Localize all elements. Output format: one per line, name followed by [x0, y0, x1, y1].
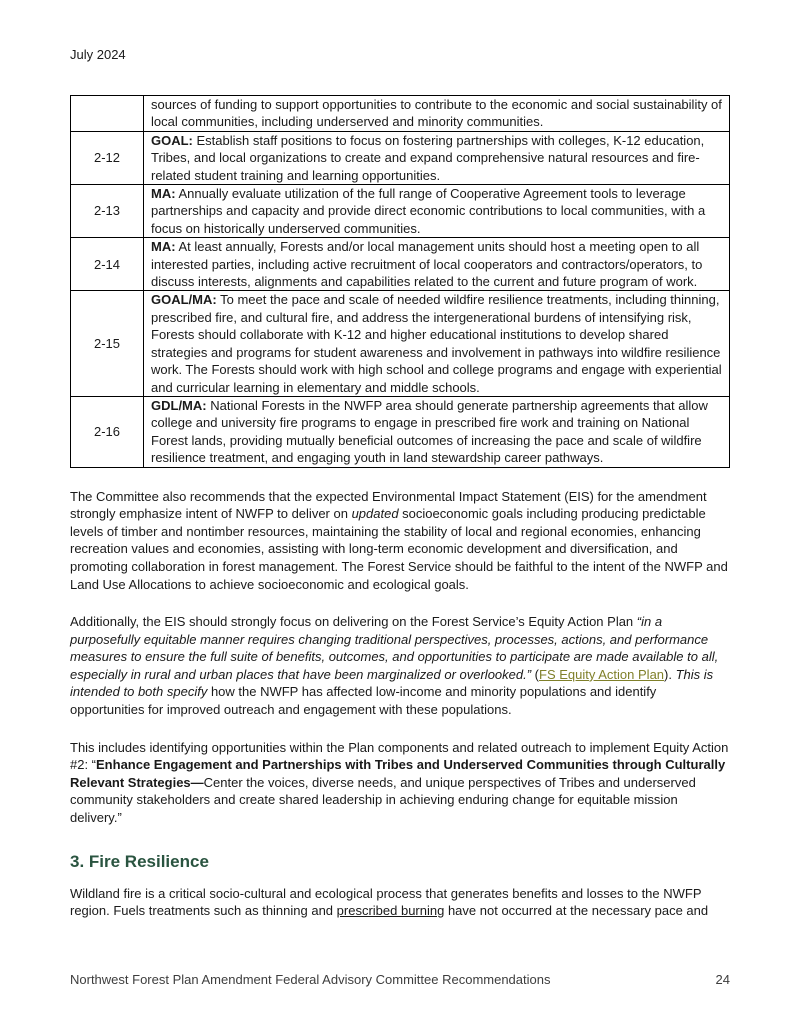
table-row	[71, 291, 730, 396]
paragraph-wildland-fire	[70, 885, 730, 920]
row-id-cell	[71, 96, 144, 132]
row-content-cell	[144, 238, 730, 291]
paragraph-eis-recommendation	[70, 488, 730, 594]
text-segment: (	[531, 666, 540, 682]
text-segment: Enhance Engagement and Partnerships with Tribes and Underserved Communities through Culturally Relevant Strategies—	[70, 757, 726, 790]
row-content-cell	[144, 96, 730, 132]
text-segment: At least annually, Forests and/or local management units should host a meeting open to all interested parties, including active recruitment of local cooperators and contractors/operators, to discuss interests, alignments and capabilities related to the current and future program of work.	[151, 239, 703, 290]
text-segment: MA:	[151, 239, 176, 255]
text-segment: have not occurred at the necessary pace and	[444, 903, 709, 919]
text-segment: The Committee also recommends that the expected Environmental Impact Statement (EIS) for the amendment strongly emphasize intent of NWFP to deliver on	[70, 488, 707, 522]
text-segment: This includes identifying opportunities within the Plan components and related outreach to implement Equity Action #2: “	[70, 739, 729, 773]
text-segment: updated	[351, 506, 399, 522]
section-heading-fire-resilience: 3. Fire Resilience	[70, 851, 209, 871]
page-footer	[70, 972, 730, 987]
page-content	[70, 95, 730, 940]
row-id-cell: 2-13	[71, 185, 144, 238]
fs-equity-action-plan-link[interactable]: FS Equity Action Plan	[539, 666, 665, 682]
row-content-cell	[144, 291, 730, 396]
text-segment: Additionally, the EIS should strongly focus on delivering on the Forest Service’s Equity Action Plan	[70, 614, 637, 630]
table-row	[71, 185, 730, 238]
row-content-cell	[144, 185, 730, 238]
recommendations-table	[70, 95, 730, 468]
text-segment: To meet the pace and scale of needed wildfire resilience treatments, including thinning, prescribed fire, and cultural fire, and address the intergenerational burdens of intensifying risk, Forests should collaborate with K-12 and higher educational institutions to develop shared strategies and programs for student awareness and involvement in pathways into wildfire resilience work. The Forests should work with high school and college programs and engage with experiential and curricular learning in elementary and middle schools.	[151, 292, 722, 395]
text-segment: MA:	[151, 186, 176, 202]
footer-page-number: 24	[715, 972, 730, 987]
text-segment: “in a purposefully equitable manner requires changing traditional perspectives, processes, actions, and performance measures to ensure the full suite of benefits, outcomes, and opportunities to participate are made available to all, especially in rural and urban places that have been marginalized or overlooked.”	[70, 614, 719, 682]
text-segment: Center the voices, diverse needs, and unique perspectives of Tribes and underserved community stakeholders and create shared leadership in achieving enduring change for equitable mission delivery.”	[70, 774, 696, 826]
text-segment: ).	[664, 666, 676, 682]
text-segment: GOAL/MA:	[151, 292, 217, 308]
row-content-cell	[144, 131, 730, 184]
table-row	[71, 96, 730, 132]
row-id-cell: 2-15	[71, 291, 144, 396]
text-segment: how the NWFP has affected low-income and minority populations and identify opportunities for improved outreach and engagement with these populations.	[70, 684, 657, 718]
row-id-cell: 2-12	[71, 131, 144, 184]
text-segment: sources of funding to support opportunities to contribute to the economic and social sustainability of local communities, including underserved and minority communities.	[151, 97, 722, 130]
table-row	[71, 131, 730, 184]
date-header: July 2024	[70, 47, 126, 62]
row-id-cell: 2-14	[71, 238, 144, 291]
paragraph-equity-action-2	[70, 739, 730, 827]
text-segment: Annually evaluate utilization of the full range of Cooperative Agreement tools to leverage partnerships and capacity and provide direct economic contributions to local communities, with a focus on historically underserved communities.	[151, 186, 706, 236]
row-id-cell: 2-16	[71, 396, 144, 467]
table-row	[71, 238, 730, 291]
text-segment: GOAL:	[151, 132, 193, 148]
recommendations-table-body	[71, 96, 730, 468]
row-content-cell	[144, 396, 730, 467]
footer-document-title: Northwest Forest Plan Amendment Federal Advisory Committee Recommendations	[70, 972, 551, 987]
text-segment: Establish staff positions to focus on fostering partnerships with colleges, K-12 education, Tribes, and local organizations to create and expand comprehensive natural resources and fire-related student training and learning opportunities.	[151, 132, 705, 183]
paragraph-equity-action-plan	[70, 613, 730, 719]
prescribed-burning-link[interactable]: prescribed burning	[336, 903, 445, 919]
table-row	[71, 396, 730, 467]
text-segment: National Forests in the NWFP area should generate partnership agreements that allow college and university fire programs to engage in prescribed fire work and training on National Forest lands, providing mutually beneficial outcomes of increasing the pace and scale of wildfire resilience treatment, and engaging youth in land stewardship career pathways.	[151, 397, 708, 466]
text-segment: GDL/MA:	[151, 397, 207, 413]
text-segment: socioeconomic goals including producing predictable levels of timber and nontimber resources, maintaining the stability of local and regional economies, enhancing recreation values and economies, assisting with long-term economic development and diversification, and promoting collaboration in forest management. The Forest Service should be faithful to the intent of the NWFP and Land Use Allocations to achieve socioeconomic and ecological goals.	[70, 506, 728, 592]
text-segment: This is intended to both specify	[70, 666, 714, 700]
text-segment: Wildland fire is a critical socio-cultural and ecological process that generates benefits and losses to the NWFP region. Fuels treatments such as thinning and	[70, 885, 702, 919]
